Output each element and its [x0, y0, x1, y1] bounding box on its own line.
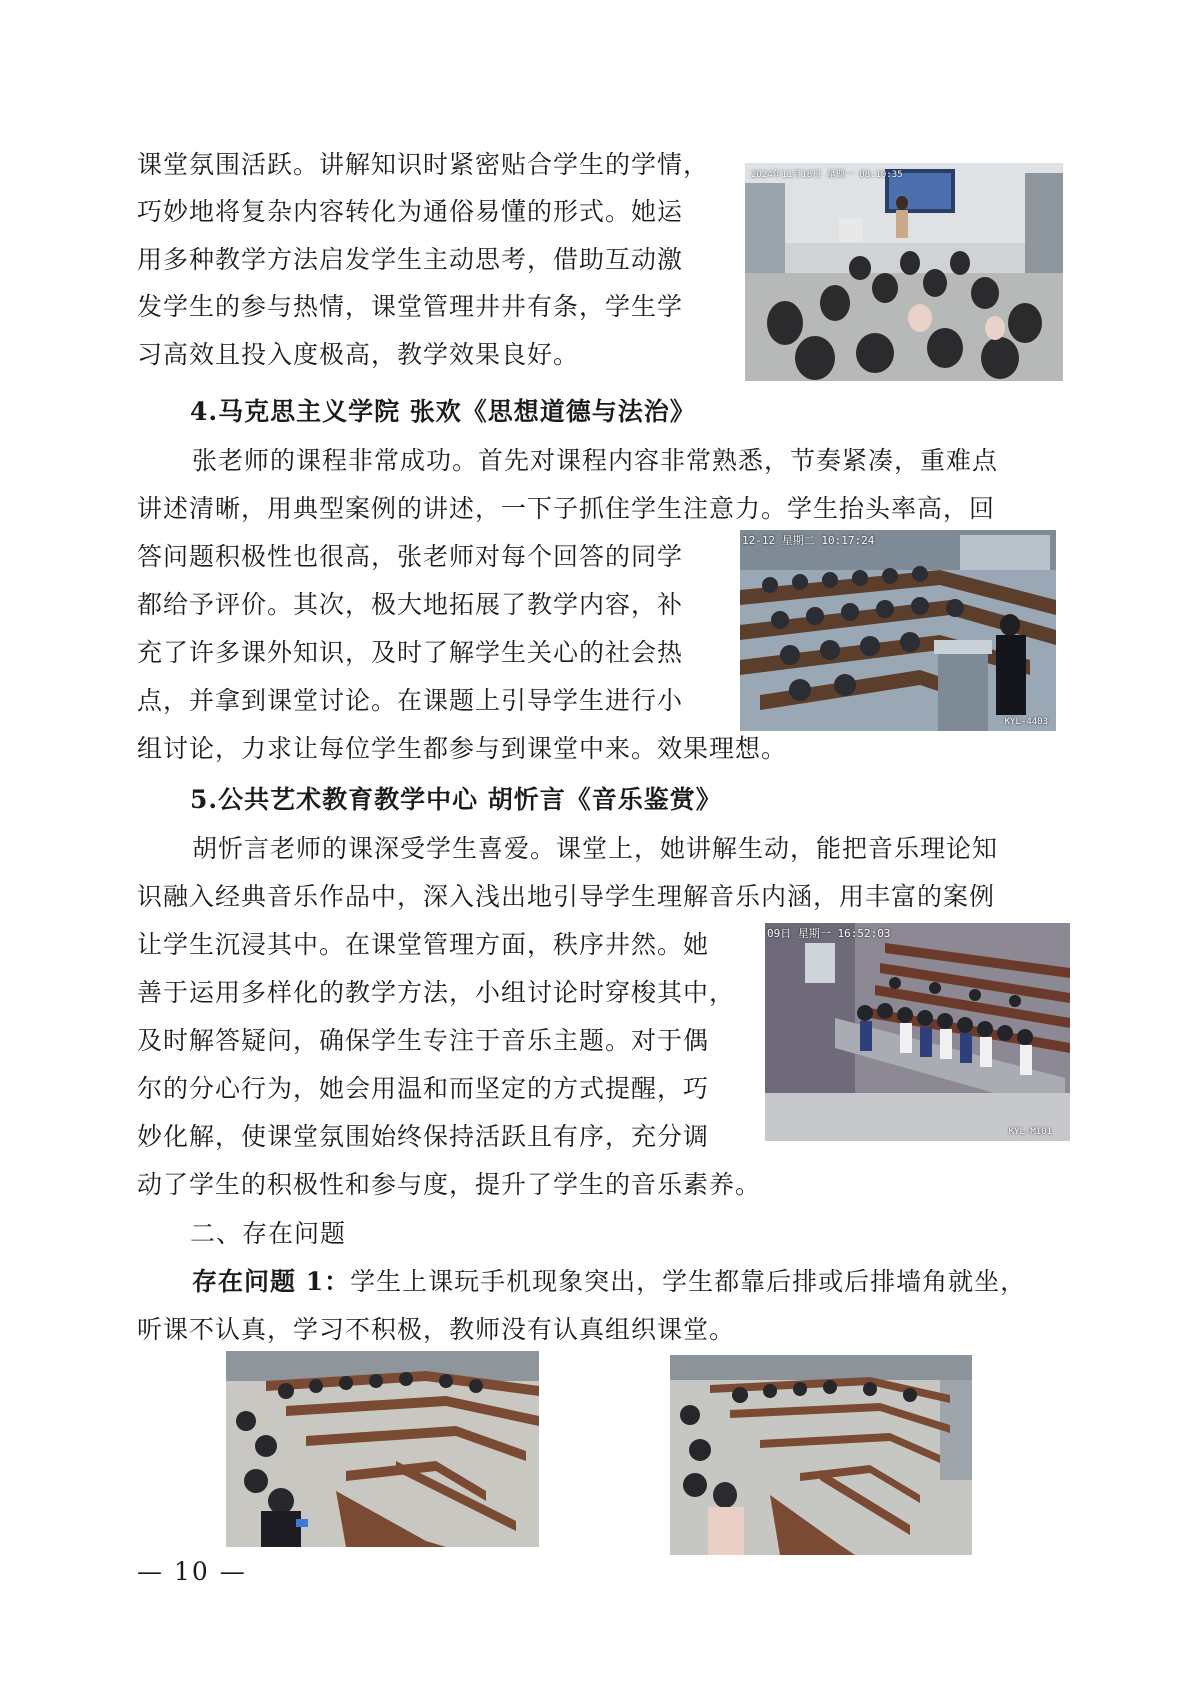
classroom-photo-2 — [740, 530, 1056, 731]
paragraph-line: 妙化解，使课堂氛围始终保持活跃且有序，充分调 — [137, 1122, 710, 1151]
paragraph-line: 胡忻言老师的课深受学生喜爱。课堂上，她讲解生动，能把音乐理论知 — [192, 834, 999, 863]
paragraph-line: 张老师的课程非常成功。首先对课程内容非常熟悉，节奏紧凑，重难点 — [192, 446, 999, 475]
paragraph-line: 动了学生的积极性和参与度，提升了学生的音乐素养。 — [137, 1170, 762, 1199]
paragraph-line: 识融入经典音乐作品中，深入浅出地引导学生理解音乐内涵，用丰富的案例 — [137, 882, 996, 911]
paragraph-line: 答问题积极性也很高，张老师对每个回答的同学 — [137, 542, 684, 571]
classroom-photo-4 — [226, 1351, 539, 1547]
problem-line — [192, 1267, 1026, 1297]
paragraph-line: 充了许多课外知识，及时了解学生关心的社会热 — [137, 638, 684, 667]
paragraph-line: 用多种教学方法启发学生主动思考，借助互动激 — [137, 245, 684, 274]
paragraph-line: 课堂氛围活跃。讲解知识时紧密贴合学生的学情， — [137, 150, 710, 179]
paragraph-line: 听课不认真，学习不积极，教师没有认真组织课堂。 — [137, 1315, 736, 1344]
photo-timestamp: 12-12 星期二 10:17:24 — [742, 534, 875, 547]
paragraph-line: 组讨论，力求让每位学生都参与到课堂中来。效果理想。 — [137, 734, 788, 763]
paragraph-line: 发学生的参与热情，课堂管理井井有条，学生学 — [137, 292, 684, 321]
classroom-photo-3 — [765, 923, 1070, 1141]
photo-room-label: KYL-M101 — [1008, 1127, 1052, 1137]
section-5-heading: 5.公共艺术教育教学中心 胡忻言《音乐鉴赏》 — [190, 785, 722, 814]
paragraph-line: 讲述清晰，用典型案例的讲述，一下子抓住学生注意力。学生抬头率高，回 — [137, 494, 996, 523]
paragraph-line: 善于运用多样化的教学方法，小组讨论时穿梭其中， — [137, 978, 736, 1007]
section-2-heading: 二、存在问题 — [190, 1219, 347, 1248]
paragraph-line: 尔的分心行为，她会用温和而坚定的方式提醒，巧 — [137, 1074, 710, 1103]
classroom-photo-5 — [670, 1355, 972, 1555]
classroom-photo-1 — [745, 163, 1063, 381]
photo-room-label: KYL-4403 — [1004, 717, 1048, 727]
paragraph-line: 巧妙地将复杂内容转化为通俗易懂的形式。她运 — [137, 197, 684, 226]
section-4-heading: 4.马克思主义学院 张欢《思想道德与法治》 — [190, 397, 696, 426]
paragraph-line: 习高效且投入度极高，教学效果良好。 — [137, 340, 580, 369]
paragraph-line: 让学生沉浸其中。在课堂管理方面，秩序井然。她 — [137, 930, 710, 959]
paragraph-line: 都给予评价。其次，极大地拓展了教学内容，补 — [137, 590, 684, 619]
page-number: — 10 — — [137, 1557, 247, 1586]
photo-timestamp: 2024年11月18日 星期一 08:10:35 — [751, 170, 903, 180]
paragraph-line: 点，并拿到课堂讨论。在课题上引导学生进行小 — [137, 686, 684, 715]
paragraph-line: 及时解答疑问，确保学生专注于音乐主题。对于偶 — [137, 1026, 710, 1055]
problem-label: 存在问题 1： — [192, 1267, 351, 1296]
photo-timestamp: 09日 星期一 16:52:03 — [767, 927, 891, 940]
problem-text: 学生上课玩手机现象突出，学生都靠后排或后排墙角就坐， — [350, 1267, 1027, 1296]
